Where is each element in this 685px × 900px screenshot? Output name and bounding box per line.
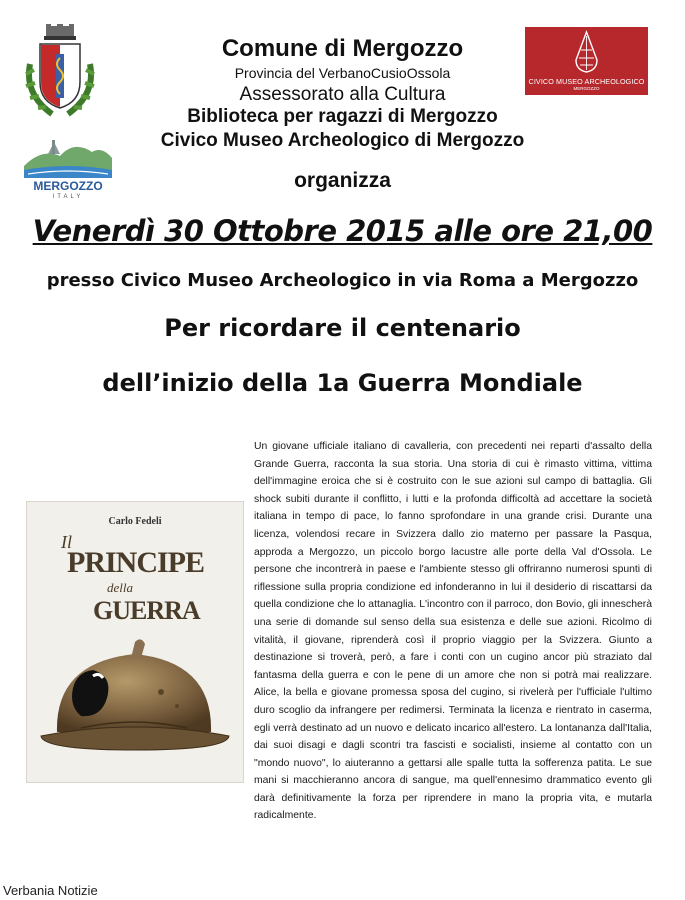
event-date: Venerdì 30 Ottobre 2015 alle ore 21,00 [32,214,653,248]
organizza-line: organizza [294,169,391,192]
event-purpose-line-2: dell’inizio della 1a Guerra Mondiale [102,369,583,397]
book-cover [26,501,244,783]
book-description: Un giovane ufficiale italiano di cavalleria, con precedenti nei reparti d'assalto della Grande Guerra, racconta la sua storia. Una storia di cui è rimasto vittima, vittima dell'immagine eroica che si è costruito con le sue azioni sul campo di battaglia. Gli shock subiti durante il conflitto, i lutti e la profonda difficoltà ad accettare la società italiana in tempo di pace, lo fanno sprofondare in una grande crisi. Durante una licenza, volendosi recare in Svizzera dallo zio materno per passare la Pasqua, approda a Mergozzo, un piccolo borgo lacustre alle porte della Val d'Ossola. Le persone che incontrerà in paese e l'ambiente stesso gli offriranno numerosi spunti di riflessione sulla propria condizione ed infonderanno in lui il desiderio di riscattarsi da quella condizione che lo attanaglia. L'incontro con il parroco, don Bovio, gli innescherà una serie di domande sul senso della sua esistenza e delle sue azioni. Ricolmo di vitalità, il giovane, riprenderà così il proprio viaggio per la Svizzera. Giunto a destinazione si troverà, però, a fare i conti con un cugino ancor più straziato dal fantasma della guerra e con le pene di un amore che non si potrà mai realizzare. Alice, la bella e giovane promessa sposa del cugino, si rivelerà per l'ufficiale l'ultimo duro scoglio da infrangere per redimersi. Terminata la licenza e rientrato in caserma, egli verrà destinato ad un nuovo e delicato incarico all'estero. La lontananza dall'Italia, dai suoi disagi e dagli scontri tra fascisti e socialisti, insieme al contatto con un "mondo nuovo", lo aiuteranno a gettarsi alle spalle tutta la sofferenza patita. Le sue mani si macchieranno ancora di sangue, ma quell'ennesimo drammatico evento gli darà definitivamente la forza per riprendere in mano la propria vita, e mutarla radicalmente. [254,441,652,822]
museo-logo-text: CIVICO MUSEO ARCHEOLOGICO [528,77,645,86]
book-title-part-3: della [107,580,133,595]
footer-source: Verbania Notizie [3,883,98,898]
event-location: presso Civico Museo Archeologico in via Roma a Mergozzo [46,270,639,291]
museo-line: Civico Museo Archeologico di Mergozzo [160,130,525,151]
helmet-icon [37,632,233,772]
provincia-line: Provincia del VerbanoCusioOssola [234,65,451,81]
biblioteca-line: Biblioteca per ragazzi di Mergozzo [187,106,498,127]
mergozzo-logo-subtext: ITALY [52,194,84,200]
comune-title: Comune di Mergozzo [221,35,464,62]
museo-logo-subtext: MERGOZZO [573,86,600,91]
book-author: Carlo Fedeli [108,516,162,527]
mergozzo-logo-text: MERGOZZO [33,179,103,193]
book-title-part-2: PRINCIPE [67,546,205,579]
event-purpose-line-1: Per ricordare il centenario [164,314,521,342]
book-title-part-1: Il [61,532,72,552]
assessorato-line: Assessorato alla Cultura [239,84,446,105]
book-title-part-4: GUERRA [93,596,200,625]
